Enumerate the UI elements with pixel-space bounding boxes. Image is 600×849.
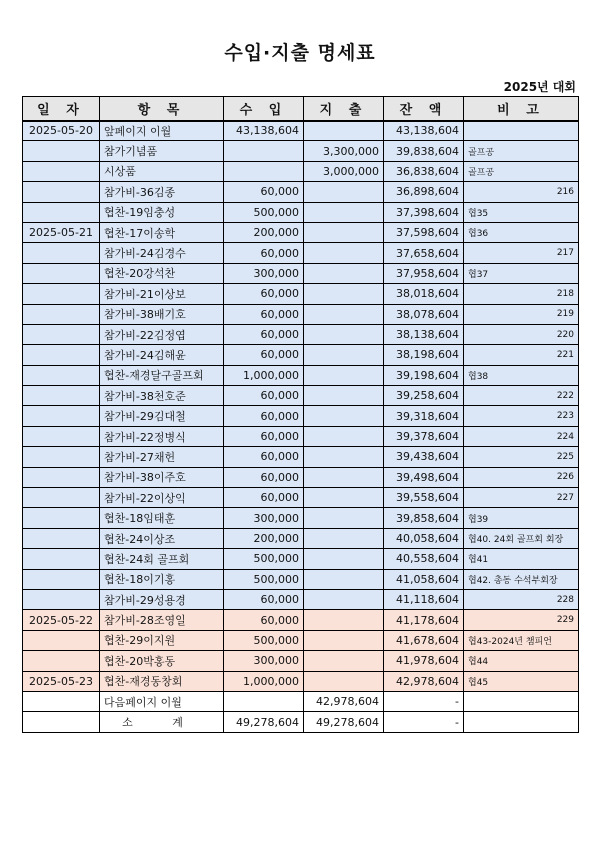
row-note: 217 <box>464 243 579 263</box>
row-item: 협찬-17이송학 <box>100 222 224 242</box>
row-item: 참가비-29김대철 <box>100 406 224 426</box>
row-balance: 41,118,604 <box>384 589 464 609</box>
row-income: 60,000 <box>224 284 304 304</box>
row-item: 협찬-24회 골프회 <box>100 549 224 569</box>
row-balance: 39,838,604 <box>384 141 464 161</box>
row-income: 60,000 <box>224 447 304 467</box>
row-balance: 37,598,604 <box>384 222 464 242</box>
table-row <box>23 447 579 467</box>
row-note: 223 <box>464 406 579 426</box>
header-income: 수 입 <box>224 97 304 121</box>
row-balance: 39,258,604 <box>384 386 464 406</box>
total-label: 소 계 <box>100 712 224 732</box>
row-balance: 39,378,604 <box>384 426 464 446</box>
row-item: 참가비-22이상익 <box>100 488 224 508</box>
row-balance: 38,078,604 <box>384 304 464 324</box>
row-expense <box>304 630 384 650</box>
row-note: 221 <box>464 345 579 365</box>
row-date: 2025-05-20 <box>23 121 100 141</box>
table-row <box>23 610 579 630</box>
table-row <box>23 182 579 202</box>
row-balance: 39,438,604 <box>384 447 464 467</box>
row-date <box>23 549 100 569</box>
row-item: 참가비-24김경수 <box>100 243 224 263</box>
row-income: 60,000 <box>224 610 304 630</box>
row-balance: 41,978,604 <box>384 651 464 671</box>
table-row <box>23 426 579 446</box>
row-note: 협37 <box>464 263 579 283</box>
row-date <box>23 426 100 446</box>
row-note <box>464 121 579 141</box>
table-row <box>23 263 579 283</box>
row-balance: 39,858,604 <box>384 508 464 528</box>
row-item: 협찬-20박홍동 <box>100 651 224 671</box>
row-income <box>224 691 304 711</box>
row-date <box>23 488 100 508</box>
table-row <box>23 508 579 528</box>
table-row <box>23 671 579 691</box>
row-income: 200,000 <box>224 528 304 548</box>
row-note: 골프공 <box>464 161 579 181</box>
total-income: 49,278,604 <box>224 712 304 732</box>
table-row <box>23 141 579 161</box>
row-date <box>23 161 100 181</box>
row-income: 60,000 <box>224 426 304 446</box>
row-balance: 40,058,604 <box>384 528 464 548</box>
row-item: 참가비-24김해윤 <box>100 345 224 365</box>
row-note: 협43-2024년 챔피언 <box>464 630 579 650</box>
row-expense <box>304 304 384 324</box>
row-item: 협찬-24이상조 <box>100 528 224 548</box>
row-date <box>23 345 100 365</box>
row-income: 60,000 <box>224 345 304 365</box>
row-balance: 38,138,604 <box>384 324 464 344</box>
row-income <box>224 141 304 161</box>
row-date <box>23 386 100 406</box>
row-income: 60,000 <box>224 243 304 263</box>
row-date <box>23 467 100 487</box>
header-expense: 지 출 <box>304 97 384 121</box>
table-row <box>23 345 579 365</box>
row-note: 219 <box>464 304 579 324</box>
row-note: 222 <box>464 386 579 406</box>
row-expense <box>304 243 384 263</box>
row-date <box>23 447 100 467</box>
row-date <box>23 569 100 589</box>
row-note: 220 <box>464 324 579 344</box>
row-balance: 41,678,604 <box>384 630 464 650</box>
row-item: 참가비-36김종 <box>100 182 224 202</box>
row-date: 2025-05-22 <box>23 610 100 630</box>
row-expense <box>304 406 384 426</box>
row-balance: 37,658,604 <box>384 243 464 263</box>
row-date <box>23 589 100 609</box>
row-expense <box>304 426 384 446</box>
header-note: 비 고 <box>464 97 579 121</box>
table-row <box>23 324 579 344</box>
row-note: 218 <box>464 284 579 304</box>
row-item: 협찬-20강석찬 <box>100 263 224 283</box>
table-row <box>23 222 579 242</box>
row-balance: 39,198,604 <box>384 365 464 385</box>
row-expense <box>304 386 384 406</box>
table-row <box>23 691 579 711</box>
row-income: 500,000 <box>224 202 304 222</box>
row-note: 협38 <box>464 365 579 385</box>
row-date: 2025-05-23 <box>23 671 100 691</box>
row-note: 225 <box>464 447 579 467</box>
row-note: 협35 <box>464 202 579 222</box>
row-item: 협찬-19임충성 <box>100 202 224 222</box>
row-income: 60,000 <box>224 182 304 202</box>
row-income <box>224 161 304 181</box>
row-date <box>23 365 100 385</box>
row-expense: 3,000,000 <box>304 161 384 181</box>
header-item: 항 목 <box>100 97 224 121</box>
row-balance: 38,198,604 <box>384 345 464 365</box>
row-item: 협찬-재경달구골프회 <box>100 365 224 385</box>
row-income: 60,000 <box>224 488 304 508</box>
row-income: 60,000 <box>224 304 304 324</box>
row-date <box>23 304 100 324</box>
table-row <box>23 630 579 650</box>
total-date <box>23 712 100 732</box>
row-note: 협40. 24회 골프회 회장 <box>464 528 579 548</box>
row-expense <box>304 284 384 304</box>
row-note: 골프공 <box>464 141 579 161</box>
row-note: 227 <box>464 488 579 508</box>
row-expense <box>304 528 384 548</box>
row-note: 228 <box>464 589 579 609</box>
row-balance: 37,398,604 <box>384 202 464 222</box>
row-item: 다음페이지 이월 <box>100 691 224 711</box>
total-balance: - <box>384 712 464 732</box>
row-expense: 42,978,604 <box>304 691 384 711</box>
row-date <box>23 508 100 528</box>
row-note: 229 <box>464 610 579 630</box>
row-item: 협찬-29이지원 <box>100 630 224 650</box>
table-row <box>23 121 579 141</box>
table-row <box>23 488 579 508</box>
row-expense <box>304 345 384 365</box>
row-expense <box>304 569 384 589</box>
row-note: 224 <box>464 426 579 446</box>
row-balance: 42,978,604 <box>384 671 464 691</box>
row-balance: 39,498,604 <box>384 467 464 487</box>
row-expense <box>304 202 384 222</box>
row-date <box>23 324 100 344</box>
row-item: 참가비-27채헌 <box>100 447 224 467</box>
row-item: 앞페이지 이월 <box>100 121 224 141</box>
header-date: 일 자 <box>23 97 100 121</box>
header-balance: 잔 액 <box>384 97 464 121</box>
table-row <box>23 467 579 487</box>
row-item: 협찬-재경동창회 <box>100 671 224 691</box>
table-row <box>23 569 579 589</box>
row-income: 60,000 <box>224 467 304 487</box>
row-expense <box>304 182 384 202</box>
row-expense <box>304 671 384 691</box>
row-item: 참가비-28조영일 <box>100 610 224 630</box>
row-expense <box>304 651 384 671</box>
row-income: 1,000,000 <box>224 365 304 385</box>
row-income: 60,000 <box>224 406 304 426</box>
row-expense <box>304 365 384 385</box>
row-balance: 39,558,604 <box>384 488 464 508</box>
row-income: 200,000 <box>224 222 304 242</box>
row-date <box>23 182 100 202</box>
row-balance: 37,958,604 <box>384 263 464 283</box>
row-income: 500,000 <box>224 549 304 569</box>
table-row <box>23 365 579 385</box>
row-expense: 3,300,000 <box>304 141 384 161</box>
row-balance: 36,898,604 <box>384 182 464 202</box>
header-row <box>23 97 579 121</box>
table-row <box>23 161 579 181</box>
row-date <box>23 243 100 263</box>
row-date: 2025-05-21 <box>23 222 100 242</box>
row-note: 협41 <box>464 549 579 569</box>
row-expense <box>304 549 384 569</box>
table-row <box>23 589 579 609</box>
table-row <box>23 528 579 548</box>
row-income: 500,000 <box>224 569 304 589</box>
row-date <box>23 651 100 671</box>
row-income: 300,000 <box>224 508 304 528</box>
table-row <box>23 243 579 263</box>
row-date <box>23 202 100 222</box>
row-note: 협36 <box>464 222 579 242</box>
row-balance: 38,018,604 <box>384 284 464 304</box>
row-item: 협찬-18이기홍 <box>100 569 224 589</box>
table-row <box>23 406 579 426</box>
row-balance: 39,318,604 <box>384 406 464 426</box>
row-expense <box>304 121 384 141</box>
row-income: 500,000 <box>224 630 304 650</box>
row-item: 참가비-38이주호 <box>100 467 224 487</box>
row-item: 참가비-29성용경 <box>100 589 224 609</box>
row-note <box>464 691 579 711</box>
row-date <box>23 691 100 711</box>
row-note: 226 <box>464 467 579 487</box>
row-balance: 36,838,604 <box>384 161 464 181</box>
row-note: 협45 <box>464 671 579 691</box>
row-item: 참가비-22정병식 <box>100 426 224 446</box>
row-expense <box>304 610 384 630</box>
row-expense <box>304 263 384 283</box>
row-note: 협39 <box>464 508 579 528</box>
row-income: 60,000 <box>224 324 304 344</box>
row-income: 300,000 <box>224 651 304 671</box>
row-balance: - <box>384 691 464 711</box>
row-date <box>23 528 100 548</box>
row-item: 참가기념품 <box>100 141 224 161</box>
page-subtitle: 2025년 대회 <box>503 80 576 94</box>
row-expense <box>304 589 384 609</box>
row-date <box>23 284 100 304</box>
row-item: 시상품 <box>100 161 224 181</box>
row-item: 참가비-38배기호 <box>100 304 224 324</box>
row-balance: 40,558,604 <box>384 549 464 569</box>
row-income: 1,000,000 <box>224 671 304 691</box>
total-expense: 49,278,604 <box>304 712 384 732</box>
table-row <box>23 549 579 569</box>
row-expense <box>304 324 384 344</box>
ledger-body <box>23 121 579 733</box>
row-income: 60,000 <box>224 589 304 609</box>
row-note: 216 <box>464 182 579 202</box>
table-row <box>23 202 579 222</box>
row-date <box>23 141 100 161</box>
row-expense <box>304 508 384 528</box>
row-note: 협44 <box>464 651 579 671</box>
row-income: 43,138,604 <box>224 121 304 141</box>
row-date <box>23 263 100 283</box>
row-balance: 41,178,604 <box>384 610 464 630</box>
row-expense <box>304 488 384 508</box>
row-date <box>23 630 100 650</box>
row-expense <box>304 447 384 467</box>
row-expense <box>304 467 384 487</box>
table-row <box>23 304 579 324</box>
row-item: 참가비-21이상보 <box>100 284 224 304</box>
page-title: 수입·지출 명세표 <box>224 42 376 64</box>
row-item: 참가비-38천호준 <box>100 386 224 406</box>
table-row <box>23 386 579 406</box>
row-expense <box>304 222 384 242</box>
total-row <box>23 712 579 732</box>
row-note: 협42. 총동 수석부회장 <box>464 569 579 589</box>
row-balance: 43,138,604 <box>384 121 464 141</box>
row-balance: 41,058,604 <box>384 569 464 589</box>
row-item: 참가비-22김정엽 <box>100 324 224 344</box>
table-row <box>23 651 579 671</box>
row-income: 300,000 <box>224 263 304 283</box>
ledger-table <box>22 96 579 733</box>
row-income: 60,000 <box>224 386 304 406</box>
row-date <box>23 406 100 426</box>
row-item: 협찬-18임태훈 <box>100 508 224 528</box>
total-note <box>464 712 579 732</box>
table-row <box>23 284 579 304</box>
